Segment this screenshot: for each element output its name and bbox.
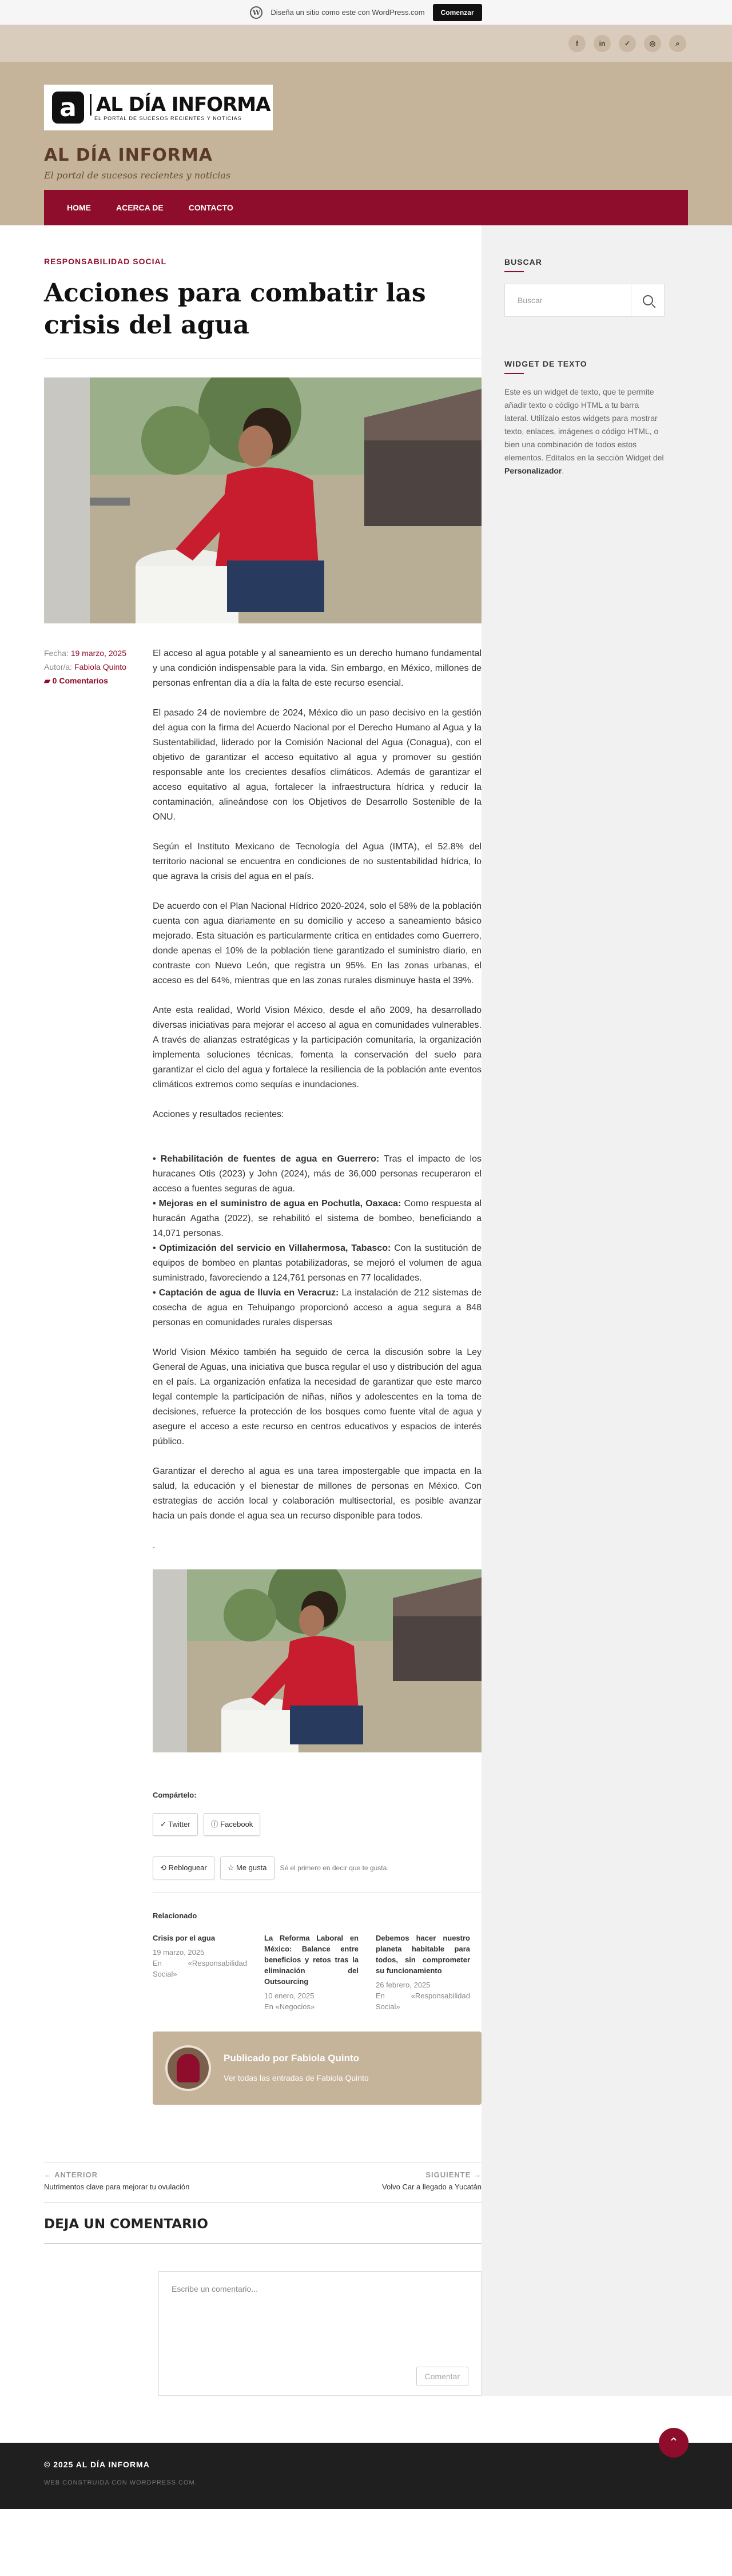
girl-washing-hands-image [153, 1569, 482, 1752]
logo-slogan: EL PORTAL DE SUCESOS RECIENTES Y NOTICIAS [94, 116, 242, 121]
facebook-icon[interactable]: f [568, 35, 586, 52]
girl-washing-hands-image [44, 377, 482, 623]
related-title[interactable]: La Reforma Laboral en México: Balance entre beneficios y retos tras la eliminación del Outsourcing [264, 1934, 359, 1986]
widget-text-end: . [562, 466, 564, 475]
twitter-icon: ✓ [160, 1820, 169, 1828]
post-body [44, 646, 482, 2105]
wordpress-banner [0, 0, 732, 25]
text-widget-body [504, 385, 665, 478]
related-category: En «Responsabilidad Social» [376, 1991, 470, 2011]
bullet-text: Como respuesta al huracán Agatha (2022), se rehabilitó el sistema de bombeo, beneficiando a 14,071 personas. [153, 1199, 482, 1238]
bullet-item [153, 1152, 482, 1196]
reblog-button[interactable] [153, 1857, 214, 1879]
reblog-icon: ⟲ [160, 1863, 169, 1872]
related-category: En «Responsabilidad Social» [153, 1959, 247, 1978]
like-label: Me gusta [236, 1863, 267, 1872]
next-post-link[interactable] [382, 2170, 482, 2191]
bullet-item [153, 1286, 482, 1330]
chevron-up-icon: ⌃ [668, 2435, 679, 2450]
related-date: 26 febrero, 2025 [376, 1981, 431, 1989]
previous-label: ← ANTERIOR [44, 2170, 98, 2179]
widget-text: Este es un widget de texto, que te permite añadir texto o código HTML a tu barra lateral. Utilízalo estos widgets para mostrar texto, enlaces, imágenes o código HTML, o bien una combinación de todos estos elementos. Edítalos en la sección Widget del [504, 387, 664, 462]
related-heading: Relacionado [153, 1911, 197, 1920]
bullet-item [153, 1196, 482, 1241]
previous-post-link[interactable] [44, 2170, 189, 2191]
related-item [376, 1933, 470, 2012]
related-date: 10 enero, 2025 [264, 1991, 315, 2000]
post-date [44, 646, 153, 660]
search-icon[interactable]: ⌕ [669, 35, 686, 52]
comment-submit-button[interactable]: Comentar [416, 2367, 468, 2386]
paragraph: De acuerdo con el Plan Nacional Hídrico 2020-2024, solo el 58% de la población cuenta con agua diariamente en su domicilio y acceso a saneamiento básico mejorado. Esta situación es particularmente crítica en entidades como Guerrero, donde apenas el 10% de la población tiene garantizado el suministro diario, en contraste con Nuevo León, que registra un 95%. En las zonas urbanas, el acceso es del 64%, mientras que en las zonas rurales disminuye hasta el 39%. [153, 901, 482, 985]
start-button[interactable]: Comenzar [433, 4, 482, 21]
logo-wordmark: AL DÍA INFORMA [90, 94, 270, 116]
share-heading: Compártelo: [153, 1791, 197, 1799]
comment-icon: ▰ [44, 676, 53, 685]
author-published: Publicado por Fabiola Quinto [224, 2053, 360, 2064]
share-buttons [153, 1813, 482, 1836]
comments-link[interactable]: 0 Comentarios [52, 676, 108, 685]
search-form [504, 284, 665, 317]
sidebar-background [482, 225, 732, 2396]
related-item [264, 1933, 359, 2012]
twitter-icon[interactable]: ✓ [619, 35, 636, 52]
paragraph: Ante esta realidad, World Vision México, desde el año 2009, ha desarrollado diversas iniciativas para mejorar el acceso al agua en comunidades vulnerables. A través de alianzas estratégicas y la participación comunitaria, la organización implementa soluciones técnicas, fomenta la conservación del suelo para garantizar el ciclo del agua y fortalece la resiliencia de la población ante eventos climáticos extremos como sequías e inundaciones. [153, 1005, 482, 1090]
customizer-link[interactable]: Personalizador [504, 466, 562, 475]
sidebar-widgets [504, 225, 688, 478]
next-label: SIGUIENTE → [425, 2170, 482, 2179]
post-comments [44, 674, 153, 687]
previous-title: Nutrimentos clave para mejorar tu ovulación [44, 2183, 190, 2191]
author-box [153, 2032, 482, 2105]
bullet-heading: • Optimización del servicio en Villahermosa, Tabasco: [153, 1243, 391, 1253]
site-header [0, 62, 732, 225]
site-logo[interactable] [44, 85, 273, 130]
bullet-text: La instalación de 212 sistemas de cosecha de agua en Tehuipango proporcionó acceso a agua segura a 848 personas en comunidades rurales dispersas [153, 1288, 482, 1327]
paragraph: Acciones y resultados recientes: [153, 1110, 284, 1119]
featured-image [44, 377, 482, 623]
reblog-label: Rebloguear [168, 1863, 207, 1872]
like-button[interactable] [220, 1857, 274, 1879]
search-input[interactable]: Buscar [504, 284, 631, 317]
main-content [44, 225, 482, 2396]
text-widget [504, 359, 688, 478]
share-facebook-label: Facebook [220, 1820, 253, 1828]
share-twitter-label: Twitter [168, 1820, 190, 1828]
related-date: 19 marzo, 2025 [153, 1948, 205, 1957]
divider [153, 1892, 482, 1893]
post-author [44, 660, 153, 674]
divider [44, 2243, 482, 2244]
bullet-heading: • Mejoras en el suministro de agua en Pochutla, Oaxaca: [153, 1199, 401, 1209]
search-button[interactable] [631, 284, 665, 317]
share-twitter-button[interactable] [153, 1813, 198, 1836]
bullet-text: Con la sustitución de equipos de bombeo en plantas potabilizadoras, se mejoró el volumen de agua suministrado, favoreciendo a 124,761 personas en 77 localidades. [153, 1243, 482, 1283]
instagram-icon[interactable]: ◎ [644, 35, 661, 52]
logo-text [90, 94, 270, 121]
bullet-heading: • Captación de agua de lluvia en Veracruz: [153, 1288, 339, 1298]
paragraph: Según el Instituto Mexicano de Tecnología del Agua (IMTA), el 52.8% del territorio nacional se encuentra en condiciones de no sustentabilidad hídrica, lo que agrava la crisis del agua en el país. [153, 842, 482, 881]
related-item [153, 1933, 247, 2012]
share-facebook-button[interactable] [204, 1813, 261, 1836]
related-posts [153, 1933, 482, 2012]
like-prompt: Sé el primero en decir que te gusta. [280, 1864, 389, 1872]
page-container [0, 225, 732, 2396]
date-label: Fecha: [44, 649, 71, 658]
date-link[interactable]: 19 marzo, 2025 [70, 649, 126, 658]
related-title[interactable]: Crisis por el agua [153, 1934, 216, 1942]
social-strip [0, 25, 732, 62]
author-label: Autor/a: [44, 662, 74, 671]
bullet-text: Tras el impacto de los huracanes Otis (2023) y John (2024), más de 36,000 personas recuperaron el acceso a fuentes seguras de agua. [153, 1154, 482, 1194]
avatar [165, 2045, 211, 2091]
widget-title-rule [504, 271, 524, 272]
paragraph: El pasado 24 de noviembre de 2024, México dio un paso decisivo en la gestión del agua con la firma del Acuerdo Nacional por el Derecho Humano al Agua y la Sustentabilidad, liderado por la Comisión Nacional del Agua (Conagua), con el objetivo de garantizar el acceso equitativo al agua y promover su gestión responsable ante los crecientes desafíos climáticos. Además de garantizar el acceso equitativo al agua, fortalecer la infraestructura hídrica y reducir la contaminación, alineándose con los Objetivos de Desarrollo Sostenible de la ONU. [153, 708, 482, 822]
widget-title-rule [504, 373, 524, 374]
nav-contacto[interactable]: CONTACTO [188, 203, 233, 212]
logo-mark: a [52, 92, 84, 124]
nav-home[interactable]: HOME [67, 203, 91, 212]
inline-image [153, 1569, 482, 1752]
star-icon: ☆ [227, 1863, 237, 1872]
site-title[interactable]: AL DÍA INFORMA [44, 145, 213, 165]
bullet-item [153, 1241, 482, 1286]
paragraph: World Vision México también ha seguido de cerca la discusión sobre la Ley General de Aguas, una iniciativa que busca regular el uso y distribución del agua en el país. La organización enfatiza la necesidad de garantizar que este marco legal contemple la participación de niñas, niños y adolescentes en la toma de decisiones, refuerce la protección de los bosques como fuente vital de agua y asegure el acceso a este recurso en centros educativos y espacios de interés público. [153, 1347, 482, 1446]
person-icon [177, 2054, 200, 2082]
search-icon [643, 295, 653, 305]
facebook-icon: ⓕ [210, 1820, 221, 1828]
like-row [153, 1857, 482, 1879]
post-category[interactable]: RESPONSABILIDAD SOCIAL [44, 257, 167, 266]
article-body [153, 646, 482, 2105]
related-category: En «Negocios» [264, 2002, 315, 2011]
paragraph: El acceso al agua potable y al saneamiento es un derecho humano fundamental y una condición indispensable para la vida. Sin embargo, en México, millones de personas enfrentan día a día la falta de este recurso esencial. [153, 649, 482, 688]
linkedin-icon[interactable]: in [594, 35, 611, 52]
site-tagline: El portal de sucesos recientes y noticias [44, 170, 231, 181]
search-widget-title: BUSCAR [504, 257, 542, 267]
nav-acerca-de[interactable]: ACERCA DE [116, 203, 164, 212]
post-meta [44, 646, 153, 2105]
footer-copyright: © 2025 AL DÍA INFORMA [44, 2460, 150, 2469]
next-title: Volvo Car a llegado a Yucatán [382, 2183, 482, 2191]
wordpress-logo-icon: W [250, 6, 262, 19]
footer-credit-link[interactable]: WEB CONSTRUIDA CON WORDPRESS.COM. [44, 2479, 197, 2486]
back-to-top-button[interactable] [659, 2428, 689, 2458]
comment-form [158, 2271, 482, 2396]
sidebar [504, 225, 688, 2396]
site-footer [0, 2435, 732, 2509]
comments-heading: DEJA UN COMENTARIO [44, 2217, 208, 2232]
paragraph: . [153, 1541, 156, 1551]
author-posts-link[interactable]: Ver todas las entradas de Fabiola Quinto [224, 2073, 369, 2082]
related-title[interactable]: Debemos hacer nuestro planeta habitable para todos, sin comprometer su funcionamiento [376, 1934, 470, 1975]
post-title: Acciones para combatir las crisis del agua [44, 279, 426, 340]
text-widget-title: WIDGET DE TEXTO [504, 359, 587, 368]
comment-input[interactable]: Escribe un comentario... [172, 2284, 258, 2293]
wordpress-banner-text: Diseña un sitio como este con WordPress.com [270, 8, 425, 17]
bullet-heading: • Rehabilitación de fuentes de agua en Guerrero: [153, 1154, 380, 1164]
main-navigation [44, 190, 688, 225]
paragraph: Garantizar el derecho al agua es una tarea impostergable que impacta en la salud, la educación y el bienestar de millones de personas en México. Con estrategias de acción local y colaboración multisectorial, es posible avanzar hacia un país donde el agua sea un recurso disponible para todos. [153, 1466, 482, 1521]
post-navigation [44, 2162, 482, 2191]
author-info [224, 2051, 369, 2085]
author-link[interactable]: Fabiola Quinto [74, 662, 126, 671]
